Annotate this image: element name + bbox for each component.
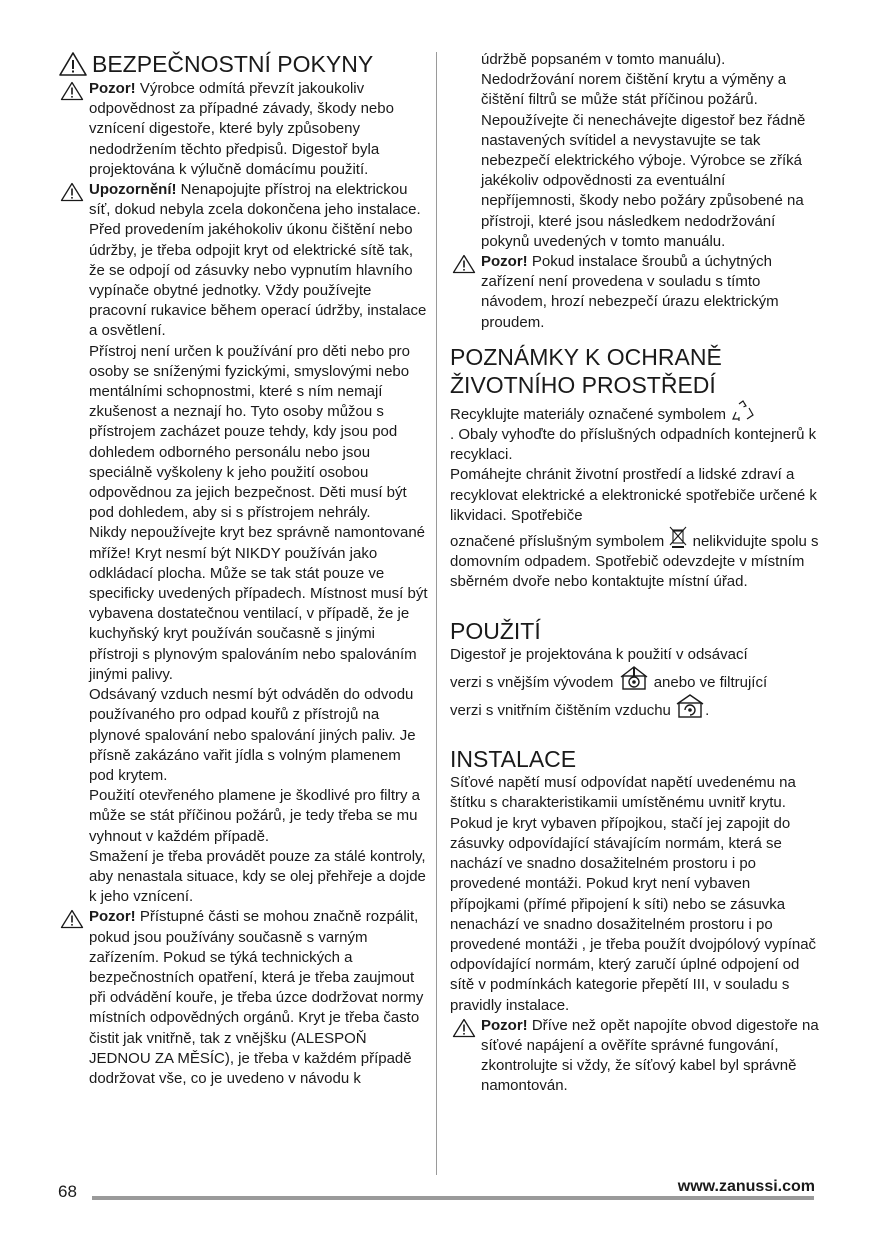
recycle-text-cont: . Obaly vyhoďte do příslušných odpadních kontejnerů k recyklaci. — [450, 426, 817, 464]
warning-label: Pozor! — [481, 253, 528, 271]
warning-body: Dříve než opět napojíte obvod digestoře na síťové napájení a ověříte správné fungování, zkontrolujte si vždy, že síťový kabel byl správně namontován. — [481, 1016, 819, 1095]
warning-body: Nenapojujte přístroj na elektrickou síť, dokud nebyla zcela dokončena jeho instalace. — [89, 181, 421, 219]
warning-triangle-icon — [58, 51, 88, 77]
warning-label: Pozor! — [481, 1016, 528, 1034]
use-text: verzi s vnitřním čištěním vzduchu — [450, 702, 671, 720]
warning-block — [450, 1016, 820, 1097]
recycle-text: Recyklujte materiály označené symbolem — [450, 405, 726, 423]
warning-triangle-icon — [452, 1018, 476, 1038]
paragraph: Síťové napětí musí odpovídat napětí uvedenému na štítku s charakteristikamii umístěnému uvnitř krytu. Pokud je kryt vybaven přípojkou, stačí jej zapojit do zásuvky odpovídající stávajícím normám, která se nachází ve snadno dosažitelném prostoru i po provedené montáži. Pokud kryt není vybaven přípojkami (přímé připojení k síti) nebo se zásuvka nenachází ve snadno dosažitelném prostoru i po provedené montáži , je třeba použít dvojpólový vypínač odpovídající normám, který zaručí úplné odpojení od sítě v podmínkách kategorie přepětí III, v souladu s pravidly instalace. — [450, 774, 817, 1014]
warning-body: Výrobce odmítá převzít jakoukoliv odpovědnost za případné závady, škody nebo vznícení digestoře, které byly způsobeny nedodržením těchto předpisů. Digestoř byla projektována k výlučně domácímu použití. — [89, 80, 394, 178]
paragraph: Pomáhejte chránit životní prostředí a lidské zdraví a recyklovat elektrické a elektronické spotřebiče určené k likvidaci. Spotřebiče — [450, 466, 817, 524]
safety-title-text: BEZPEČNOSTNÍ POKYNY — [92, 51, 374, 77]
warning-label: Pozor! — [89, 908, 136, 926]
safety-title — [58, 50, 428, 78]
weee-text-cont: nelikvidujte spolu s domovním odpadem. Spotřebič odevzdejte v místním sběrném dvoře nebo kontaktujte místní úřad. — [450, 533, 819, 591]
page-number: 68 — [58, 1182, 77, 1201]
installation-title: INSTALACE — [450, 746, 577, 773]
warning-label: Pozor! — [89, 80, 136, 97]
warning-text — [89, 79, 428, 180]
paragraph: Digestoř je projektována k použití v odsávací — [450, 645, 748, 663]
recycle-paragraph — [450, 405, 820, 466]
environment-title-line2: ŽIVOTNÍHO PROSTŘEDÍ — [450, 371, 716, 398]
paragraph: Před provedením jakéhokoliv úkonu čištění nebo údržby, je třeba odpojit kryt od elektrické sítě tak, že se odpojí od zásuvky nebo vypnutím hlavního vypínače obytné jednotky. Vždy používejte pracovní rukavice během operací údržby, instalace a osvětlení. — [89, 221, 427, 340]
right-column — [450, 50, 820, 1097]
paragraph: Přístroj není určen k používání pro děti nebo pro osoby se sníženými fyzickými, smyslovými nebo mentálními schopnostmi, které s ním nemají zkušenost a neznají ho. Tyto osoby můžou s přístrojem zacházet pouze tehdy, kdy jsou pod dohledem odborného personálu nebo jsou speciálně vyškoleny k jeho použití osobou odpovědnou za jejich bezpečnost. Děti musí být pod dohledem, aby si s přístrojem nehrály. — [89, 342, 411, 522]
paragraph: Odsávaný vzduch nesmí být odváděn do odvodu používaného pro odpad kouřů z přístrojů na plynové spalování nebo spalování jiných paliv. Je přísně zakázáno vařit jídla s volným plamenem pod krytem. — [89, 686, 416, 784]
warning-block — [58, 180, 428, 220]
footer-rule — [92, 1196, 814, 1200]
warning-text — [481, 1016, 820, 1097]
use-text: verzi s vnějším vývodem — [450, 673, 614, 691]
warning-triangle-icon — [60, 182, 84, 202]
warning-block — [450, 252, 820, 333]
warning-triangle-icon — [452, 254, 476, 274]
warning-body: Přístupné části se mohou značně rozpálit, pokud jsou používány současně s varným zařízením. Pokud se týká technických a bezpečnostních opatření, která je třeba zaujmout při odvádění kouře, je třeba úzce dodržovat normy místních odpovědných orgánů. Kryt je třeba často čistit jak vnitřně, tak z vnějšku (ALESPOŇ JEDNOU ZA MĚSÍC), je třeba v každém případě dodržovat vše, co je uvedeno v návodu k — [89, 908, 424, 1087]
paragraph: Nikdy nepoužívejte kryt bez správně namontované mříže! Kryt nesmí být NIKDY používán jako odkládací plocha. Může se tak stát pouze ve specificky uvedených případech. Místnost musí být vybavena dostatečnou ventilací, v případě, že je kuchyňský kryt používán současně s jinými přístroji s plynovým spalováním nebo spalováním jinými palivy. — [89, 524, 428, 683]
warning-triangle-icon — [60, 81, 84, 101]
environment-title — [450, 343, 820, 399]
weee-paragraph — [450, 532, 820, 593]
warning-body: Pokud instalace šroubů a úchytných zařízení není provedena v souladu s tímto návodem, hrozí nebezpečí úrazu elektrickým proudem. — [481, 253, 779, 331]
exhaust-outlet-icon — [618, 665, 650, 691]
warning-text — [481, 252, 820, 333]
recirculation-icon — [675, 693, 705, 719]
use-text-end: . — [705, 702, 710, 720]
warning-text — [89, 907, 428, 1089]
warning-text — [89, 180, 428, 220]
paragraph: Použití otevřeného plamene je škodlivé pro filtry a může se stát příčinou požárů, je tedy třeba se mu vyhnout v každém případě. — [89, 787, 421, 845]
paragraph: údržbě popsaném v tomto manuálu). Nedodržování norem čištění krytu a výměny a čištění filtrů se může stát příčinou požárů. Nepoužívejte či nenechávejte digestoř bez řádně nastavených svítidel a nevystavujte se tak nebezpečí elektrického výboje. Výrobce se zříká jakékoliv odpovědnosti za eventuální nepříjemnosti, škody nebo požáry způsobené na přístroji, které jsou následkem nedodržování pokynů uvedených v tomto manuálu. — [481, 51, 806, 250]
use-paragraph — [450, 673, 820, 693]
column-divider — [436, 52, 437, 1175]
crossed-bin-icon — [668, 525, 688, 549]
warning-triangle-icon — [60, 909, 84, 929]
footer-url: www.zanussi.com — [677, 1178, 815, 1195]
paragraph: Smažení je třeba provádět pouze za stálé kontroly, aby nenastala situace, kdy se olej přehřeje a dojde k jeho vznícení. — [89, 847, 426, 906]
weee-text: označené příslušným symbolem — [450, 533, 665, 551]
use-text-cont: anebo ve filtrující — [653, 673, 768, 691]
environment-title-line1: POZNÁMKY K OCHRANĚ — [450, 343, 722, 370]
left-column — [58, 50, 428, 1089]
warning-block — [58, 79, 428, 180]
recycle-icon — [730, 400, 756, 422]
use-paragraph — [450, 701, 820, 721]
warning-label: Upozornění! — [89, 181, 177, 199]
warning-block — [58, 907, 428, 1089]
use-title: POUŽITÍ — [450, 617, 541, 644]
